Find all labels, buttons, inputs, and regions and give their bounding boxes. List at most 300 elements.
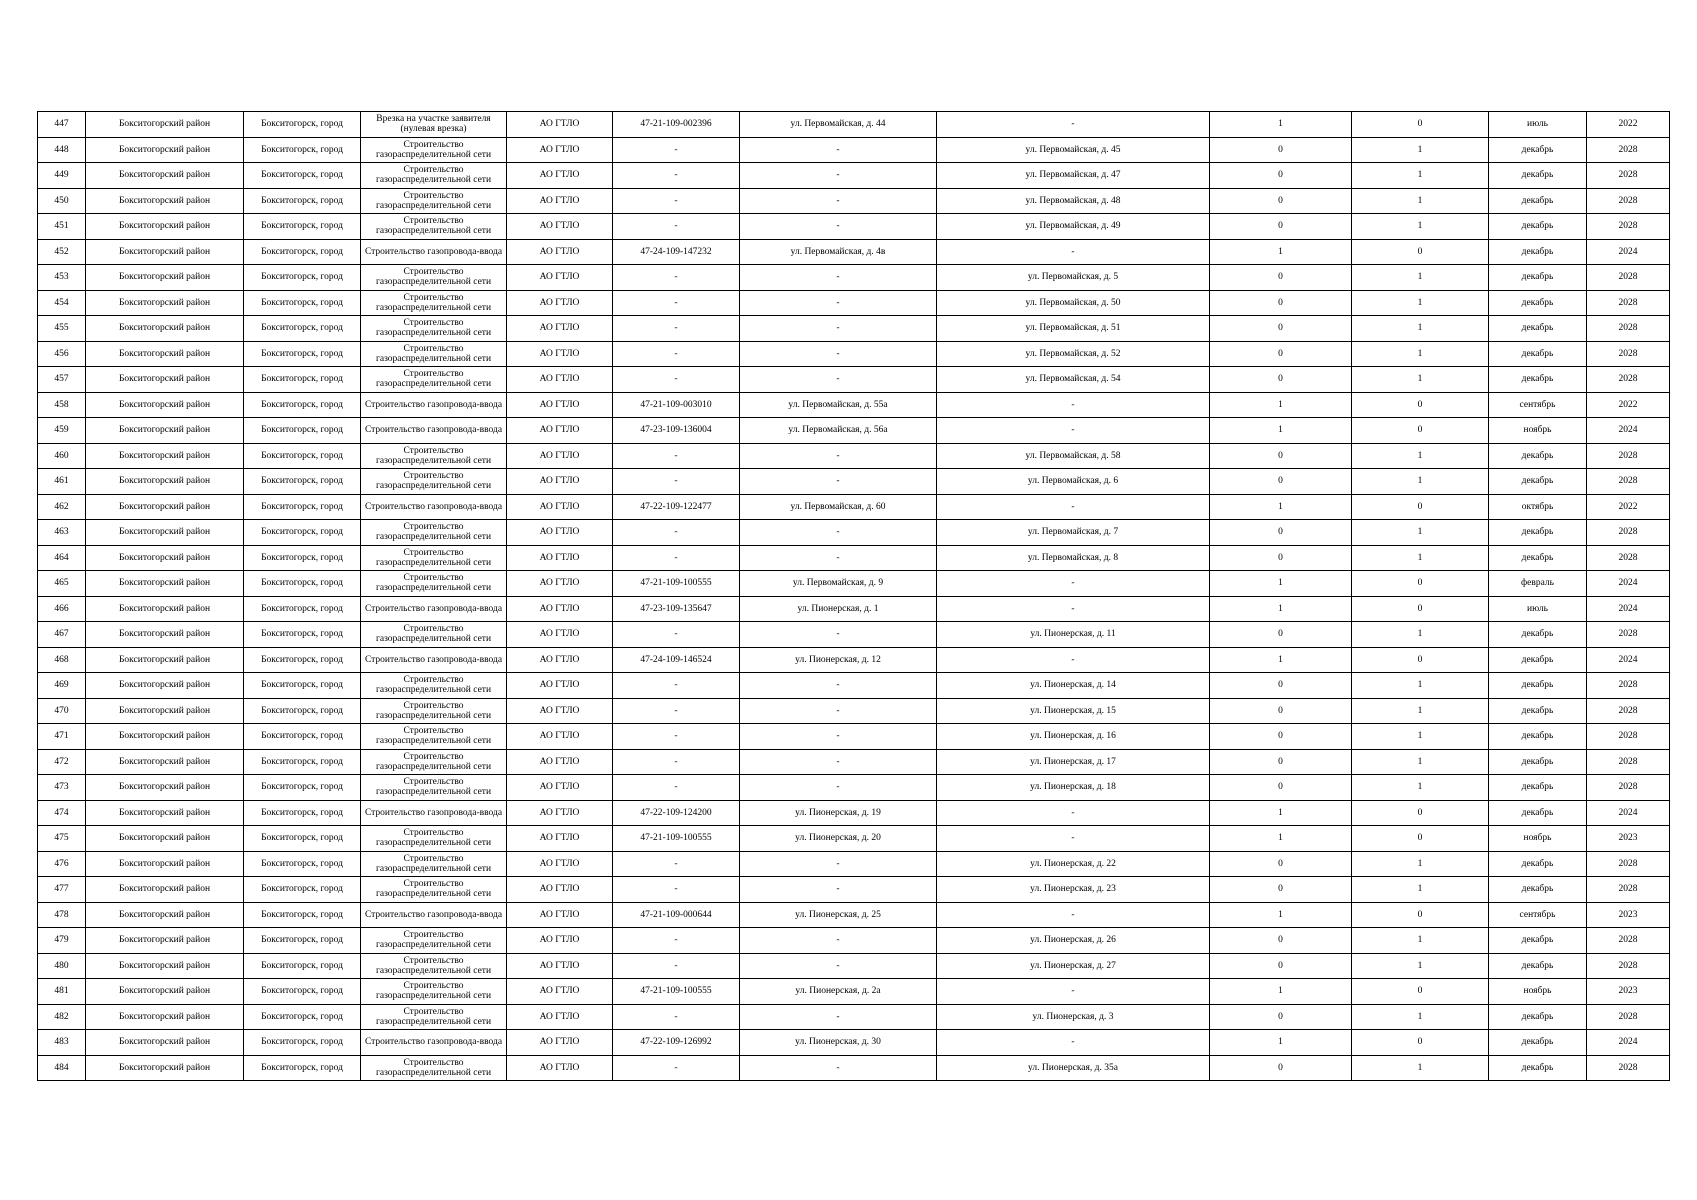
- settlement-cell: Бокситогорск, город: [244, 953, 361, 979]
- district-cell: Бокситогорский район: [86, 163, 244, 189]
- count-planned-cell: 1: [1352, 673, 1489, 699]
- count-planned-cell: 1: [1352, 1055, 1489, 1081]
- work-type-cell: Строительство газораспределительной сети: [361, 826, 507, 852]
- table-row: [38, 571, 1670, 597]
- table-row: [38, 1004, 1670, 1030]
- organization-cell: АО ГТЛО: [507, 673, 613, 699]
- address-existing-cell: -: [740, 775, 937, 801]
- organization-cell: АО ГТЛО: [507, 1030, 613, 1056]
- count-planned-cell: 0: [1352, 596, 1489, 622]
- organization-cell: АО ГТЛО: [507, 698, 613, 724]
- organization-cell: АО ГТЛО: [507, 316, 613, 342]
- table-row: [38, 622, 1670, 648]
- work-type-cell: Строительство газопровода-ввода: [361, 392, 507, 418]
- count-connected-cell: 0: [1210, 851, 1352, 877]
- year-cell: 2024: [1587, 800, 1670, 826]
- settlement-cell: Бокситогорск, город: [244, 775, 361, 801]
- address-existing-cell: ул. Пионерская, д. 20: [740, 826, 937, 852]
- settlement-cell: Бокситогорск, город: [244, 545, 361, 571]
- table-row: [38, 1055, 1670, 1081]
- count-connected-cell: 1: [1210, 571, 1352, 597]
- district-cell: Бокситогорский район: [86, 545, 244, 571]
- district-cell: Бокситогорский район: [86, 698, 244, 724]
- count-planned-cell: 1: [1352, 698, 1489, 724]
- count-planned-cell: 1: [1352, 443, 1489, 469]
- cadastral-number-cell: 47-22-109-122477: [613, 494, 740, 520]
- row-number-cell: 453: [38, 265, 86, 291]
- cadastral-number-cell: 47-22-109-124200: [613, 800, 740, 826]
- month-cell: июль: [1489, 596, 1587, 622]
- address-planned-cell: -: [937, 239, 1210, 265]
- month-cell: декабрь: [1489, 928, 1587, 954]
- settlement-cell: Бокситогорск, город: [244, 112, 361, 138]
- address-planned-cell: ул. Первомайская, д. 52: [937, 341, 1210, 367]
- count-connected-cell: 0: [1210, 443, 1352, 469]
- count-planned-cell: 1: [1352, 520, 1489, 546]
- month-cell: сентябрь: [1489, 902, 1587, 928]
- row-number-cell: 475: [38, 826, 86, 852]
- address-existing-cell: ул. Пионерская, д. 1: [740, 596, 937, 622]
- district-cell: Бокситогорский район: [86, 800, 244, 826]
- district-cell: Бокситогорский район: [86, 647, 244, 673]
- address-existing-cell: ул. Пионерская, д. 12: [740, 647, 937, 673]
- settlement-cell: Бокситогорск, город: [244, 265, 361, 291]
- count-planned-cell: 1: [1352, 367, 1489, 393]
- district-cell: Бокситогорский район: [86, 239, 244, 265]
- cadastral-number-cell: -: [613, 137, 740, 163]
- month-cell: декабрь: [1489, 800, 1587, 826]
- district-cell: Бокситогорский район: [86, 1030, 244, 1056]
- month-cell: июль: [1489, 112, 1587, 138]
- district-cell: Бокситогорский район: [86, 749, 244, 775]
- district-cell: Бокситогорский район: [86, 392, 244, 418]
- address-planned-cell: -: [937, 112, 1210, 138]
- address-existing-cell: -: [740, 851, 937, 877]
- cadastral-number-cell: -: [613, 953, 740, 979]
- count-connected-cell: 1: [1210, 494, 1352, 520]
- district-cell: Бокситогорский район: [86, 214, 244, 240]
- month-cell: декабрь: [1489, 698, 1587, 724]
- month-cell: декабрь: [1489, 188, 1587, 214]
- month-cell: декабрь: [1489, 367, 1587, 393]
- row-number-cell: 471: [38, 724, 86, 750]
- address-existing-cell: -: [740, 214, 937, 240]
- row-number-cell: 479: [38, 928, 86, 954]
- work-type-cell: Строительство газораспределительной сети: [361, 290, 507, 316]
- count-connected-cell: 1: [1210, 979, 1352, 1005]
- organization-cell: АО ГТЛО: [507, 800, 613, 826]
- table-row: [38, 443, 1670, 469]
- work-type-cell: Строительство газораспределительной сети: [361, 188, 507, 214]
- row-number-cell: 454: [38, 290, 86, 316]
- table-row: [38, 979, 1670, 1005]
- year-cell: 2022: [1587, 392, 1670, 418]
- count-planned-cell: 0: [1352, 826, 1489, 852]
- count-connected-cell: 1: [1210, 1030, 1352, 1056]
- district-cell: Бокситогорский район: [86, 469, 244, 495]
- count-planned-cell: 1: [1352, 341, 1489, 367]
- row-number-cell: 483: [38, 1030, 86, 1056]
- year-cell: 2024: [1587, 571, 1670, 597]
- year-cell: 2028: [1587, 265, 1670, 291]
- row-number-cell: 474: [38, 800, 86, 826]
- table-row: [38, 367, 1670, 393]
- organization-cell: АО ГТЛО: [507, 647, 613, 673]
- organization-cell: АО ГТЛО: [507, 775, 613, 801]
- address-existing-cell: -: [740, 163, 937, 189]
- district-cell: Бокситогорский район: [86, 112, 244, 138]
- month-cell: декабрь: [1489, 341, 1587, 367]
- cadastral-number-cell: 47-21-109-003010: [613, 392, 740, 418]
- address-planned-cell: -: [937, 979, 1210, 1005]
- count-planned-cell: 0: [1352, 239, 1489, 265]
- cadastral-number-cell: -: [613, 1055, 740, 1081]
- count-connected-cell: 1: [1210, 418, 1352, 444]
- table-row: [38, 775, 1670, 801]
- organization-cell: АО ГТЛО: [507, 392, 613, 418]
- cadastral-number-cell: 47-23-109-136004: [613, 418, 740, 444]
- row-number-cell: 480: [38, 953, 86, 979]
- settlement-cell: Бокситогорск, город: [244, 800, 361, 826]
- count-connected-cell: 0: [1210, 877, 1352, 903]
- row-number-cell: 465: [38, 571, 86, 597]
- address-existing-cell: -: [740, 622, 937, 648]
- table-row: [38, 112, 1670, 138]
- settlement-cell: Бокситогорск, город: [244, 290, 361, 316]
- year-cell: 2028: [1587, 877, 1670, 903]
- count-connected-cell: 0: [1210, 469, 1352, 495]
- row-number-cell: 455: [38, 316, 86, 342]
- cadastral-number-cell: -: [613, 188, 740, 214]
- row-number-cell: 461: [38, 469, 86, 495]
- district-cell: Бокситогорский район: [86, 443, 244, 469]
- year-cell: 2024: [1587, 596, 1670, 622]
- district-cell: Бокситогорский район: [86, 902, 244, 928]
- year-cell: 2028: [1587, 724, 1670, 750]
- address-planned-cell: -: [937, 647, 1210, 673]
- address-existing-cell: -: [740, 137, 937, 163]
- year-cell: 2028: [1587, 469, 1670, 495]
- count-connected-cell: 1: [1210, 800, 1352, 826]
- count-planned-cell: 1: [1352, 953, 1489, 979]
- cadastral-number-cell: -: [613, 928, 740, 954]
- month-cell: декабрь: [1489, 265, 1587, 291]
- year-cell: 2028: [1587, 214, 1670, 240]
- cadastral-number-cell: -: [613, 545, 740, 571]
- cadastral-number-cell: -: [613, 673, 740, 699]
- settlement-cell: Бокситогорск, город: [244, 418, 361, 444]
- work-type-cell: Строительство газопровода-ввода: [361, 1030, 507, 1056]
- address-planned-cell: ул. Пионерская, д. 22: [937, 851, 1210, 877]
- count-connected-cell: 0: [1210, 188, 1352, 214]
- row-number-cell: 466: [38, 596, 86, 622]
- year-cell: 2023: [1587, 979, 1670, 1005]
- district-cell: Бокситогорский район: [86, 290, 244, 316]
- address-existing-cell: -: [740, 1055, 937, 1081]
- table-row: [38, 953, 1670, 979]
- address-planned-cell: ул. Пионерская, д. 16: [937, 724, 1210, 750]
- year-cell: 2022: [1587, 494, 1670, 520]
- settlement-cell: Бокситогорск, город: [244, 596, 361, 622]
- address-planned-cell: -: [937, 418, 1210, 444]
- district-cell: Бокситогорский район: [86, 188, 244, 214]
- row-number-cell: 469: [38, 673, 86, 699]
- year-cell: 2028: [1587, 443, 1670, 469]
- count-connected-cell: 0: [1210, 698, 1352, 724]
- work-type-cell: Строительство газораспределительной сети: [361, 341, 507, 367]
- year-cell: 2028: [1587, 341, 1670, 367]
- cadastral-number-cell: -: [613, 265, 740, 291]
- table-row: [38, 316, 1670, 342]
- district-cell: Бокситогорский район: [86, 851, 244, 877]
- address-existing-cell: ул. Пионерская, д. 19: [740, 800, 937, 826]
- work-type-cell: Строительство газораспределительной сети: [361, 775, 507, 801]
- district-cell: Бокситогорский район: [86, 775, 244, 801]
- address-planned-cell: -: [937, 800, 1210, 826]
- count-planned-cell: 1: [1352, 749, 1489, 775]
- year-cell: 2028: [1587, 673, 1670, 699]
- settlement-cell: Бокситогорск, город: [244, 724, 361, 750]
- year-cell: 2028: [1587, 290, 1670, 316]
- count-planned-cell: 0: [1352, 392, 1489, 418]
- district-cell: Бокситогорский район: [86, 265, 244, 291]
- district-cell: Бокситогорский район: [86, 316, 244, 342]
- settlement-cell: Бокситогорск, город: [244, 647, 361, 673]
- work-type-cell: Строительство газораспределительной сети: [361, 545, 507, 571]
- month-cell: декабрь: [1489, 775, 1587, 801]
- address-existing-cell: -: [740, 928, 937, 954]
- address-existing-cell: -: [740, 341, 937, 367]
- organization-cell: АО ГТЛО: [507, 749, 613, 775]
- organization-cell: АО ГТЛО: [507, 418, 613, 444]
- count-planned-cell: 1: [1352, 724, 1489, 750]
- month-cell: декабрь: [1489, 163, 1587, 189]
- organization-cell: АО ГТЛО: [507, 596, 613, 622]
- count-planned-cell: 1: [1352, 775, 1489, 801]
- organization-cell: АО ГТЛО: [507, 1004, 613, 1030]
- count-planned-cell: 1: [1352, 188, 1489, 214]
- count-connected-cell: 1: [1210, 647, 1352, 673]
- address-planned-cell: ул. Пионерская, д. 15: [937, 698, 1210, 724]
- organization-cell: АО ГТЛО: [507, 367, 613, 393]
- count-connected-cell: 0: [1210, 367, 1352, 393]
- work-type-cell: Строительство газопровода-ввода: [361, 647, 507, 673]
- address-existing-cell: -: [740, 877, 937, 903]
- month-cell: декабрь: [1489, 1004, 1587, 1030]
- cadastral-number-cell: 47-21-109-002396: [613, 112, 740, 138]
- address-planned-cell: ул. Первомайская, д. 45: [937, 137, 1210, 163]
- month-cell: сентябрь: [1489, 392, 1587, 418]
- address-planned-cell: ул. Пионерская, д. 26: [937, 928, 1210, 954]
- table-row: [38, 749, 1670, 775]
- year-cell: 2028: [1587, 928, 1670, 954]
- settlement-cell: Бокситогорск, город: [244, 571, 361, 597]
- table-row: [38, 163, 1670, 189]
- year-cell: 2028: [1587, 367, 1670, 393]
- year-cell: 2024: [1587, 418, 1670, 444]
- district-cell: Бокситогорский район: [86, 367, 244, 393]
- address-planned-cell: ул. Пионерская, д. 35а: [937, 1055, 1210, 1081]
- year-cell: 2028: [1587, 749, 1670, 775]
- settlement-cell: Бокситогорск, город: [244, 341, 361, 367]
- row-number-cell: 477: [38, 877, 86, 903]
- table-row: [38, 800, 1670, 826]
- cadastral-number-cell: -: [613, 163, 740, 189]
- row-number-cell: 458: [38, 392, 86, 418]
- count-planned-cell: 1: [1352, 214, 1489, 240]
- district-cell: Бокситогорский район: [86, 341, 244, 367]
- count-planned-cell: 1: [1352, 265, 1489, 291]
- cadastral-number-cell: 47-21-109-100555: [613, 571, 740, 597]
- row-number-cell: 481: [38, 979, 86, 1005]
- settlement-cell: Бокситогорск, город: [244, 622, 361, 648]
- address-existing-cell: -: [740, 1004, 937, 1030]
- month-cell: декабрь: [1489, 877, 1587, 903]
- count-planned-cell: 0: [1352, 902, 1489, 928]
- year-cell: 2024: [1587, 239, 1670, 265]
- count-planned-cell: 1: [1352, 851, 1489, 877]
- table-row: [38, 469, 1670, 495]
- work-type-cell: Строительство газораспределительной сети: [361, 1055, 507, 1081]
- address-existing-cell: ул. Первомайская, д. 55а: [740, 392, 937, 418]
- cadastral-number-cell: -: [613, 290, 740, 316]
- year-cell: 2023: [1587, 826, 1670, 852]
- organization-cell: АО ГТЛО: [507, 239, 613, 265]
- work-type-cell: Строительство газораспределительной сети: [361, 316, 507, 342]
- work-type-cell: Строительство газораспределительной сети: [361, 979, 507, 1005]
- year-cell: 2028: [1587, 698, 1670, 724]
- organization-cell: АО ГТЛО: [507, 469, 613, 495]
- count-planned-cell: 1: [1352, 622, 1489, 648]
- address-planned-cell: ул. Первомайская, д. 6: [937, 469, 1210, 495]
- cadastral-number-cell: -: [613, 877, 740, 903]
- district-cell: Бокситогорский район: [86, 979, 244, 1005]
- address-existing-cell: -: [740, 443, 937, 469]
- count-connected-cell: 0: [1210, 520, 1352, 546]
- month-cell: декабрь: [1489, 469, 1587, 495]
- district-cell: Бокситогорский район: [86, 596, 244, 622]
- table-row: [38, 418, 1670, 444]
- cadastral-number-cell: -: [613, 214, 740, 240]
- address-existing-cell: -: [740, 698, 937, 724]
- count-connected-cell: 0: [1210, 1055, 1352, 1081]
- row-number-cell: 463: [38, 520, 86, 546]
- work-type-cell: Строительство газораспределительной сети: [361, 698, 507, 724]
- table-row: [38, 877, 1670, 903]
- year-cell: 2028: [1587, 188, 1670, 214]
- work-type-cell: Строительство газораспределительной сети: [361, 1004, 507, 1030]
- address-planned-cell: ул. Первомайская, д. 58: [937, 443, 1210, 469]
- year-cell: 2028: [1587, 137, 1670, 163]
- organization-cell: АО ГТЛО: [507, 494, 613, 520]
- year-cell: 2028: [1587, 1004, 1670, 1030]
- count-connected-cell: 1: [1210, 826, 1352, 852]
- address-existing-cell: -: [740, 188, 937, 214]
- cadastral-number-cell: 47-21-109-100555: [613, 979, 740, 1005]
- row-number-cell: 447: [38, 112, 86, 138]
- work-type-cell: Строительство газораспределительной сети: [361, 622, 507, 648]
- cadastral-number-cell: 47-22-109-126992: [613, 1030, 740, 1056]
- district-cell: Бокситогорский район: [86, 928, 244, 954]
- row-number-cell: 476: [38, 851, 86, 877]
- cadastral-number-cell: 47-23-109-135647: [613, 596, 740, 622]
- organization-cell: АО ГТЛО: [507, 112, 613, 138]
- count-planned-cell: 1: [1352, 928, 1489, 954]
- settlement-cell: Бокситогорск, город: [244, 392, 361, 418]
- address-existing-cell: ул. Пионерская, д. 2а: [740, 979, 937, 1005]
- settlement-cell: Бокситогорск, город: [244, 826, 361, 852]
- count-connected-cell: 0: [1210, 545, 1352, 571]
- row-number-cell: 457: [38, 367, 86, 393]
- work-type-cell: Строительство газораспределительной сети: [361, 928, 507, 954]
- organization-cell: АО ГТЛО: [507, 826, 613, 852]
- district-cell: Бокситогорский район: [86, 1055, 244, 1081]
- settlement-cell: Бокситогорск, город: [244, 1030, 361, 1056]
- address-planned-cell: ул. Первомайская, д. 54: [937, 367, 1210, 393]
- year-cell: 2028: [1587, 1055, 1670, 1081]
- district-cell: Бокситогорский район: [86, 826, 244, 852]
- cadastral-number-cell: -: [613, 749, 740, 775]
- address-planned-cell: ул. Пионерская, д. 23: [937, 877, 1210, 903]
- address-existing-cell: -: [740, 367, 937, 393]
- address-existing-cell: ул. Первомайская, д. 56а: [740, 418, 937, 444]
- month-cell: декабрь: [1489, 239, 1587, 265]
- year-cell: 2028: [1587, 775, 1670, 801]
- settlement-cell: Бокситогорск, город: [244, 163, 361, 189]
- settlement-cell: Бокситогорск, город: [244, 494, 361, 520]
- cadastral-number-cell: 47-24-109-147232: [613, 239, 740, 265]
- address-planned-cell: -: [937, 902, 1210, 928]
- row-number-cell: 464: [38, 545, 86, 571]
- row-number-cell: 449: [38, 163, 86, 189]
- settlement-cell: Бокситогорск, город: [244, 188, 361, 214]
- address-planned-cell: -: [937, 1030, 1210, 1056]
- count-connected-cell: 0: [1210, 953, 1352, 979]
- count-connected-cell: 0: [1210, 775, 1352, 801]
- month-cell: декабрь: [1489, 1055, 1587, 1081]
- organization-cell: АО ГТЛО: [507, 137, 613, 163]
- address-existing-cell: ул. Первомайская, д. 9: [740, 571, 937, 597]
- cadastral-number-cell: -: [613, 469, 740, 495]
- district-cell: Бокситогорский район: [86, 622, 244, 648]
- count-planned-cell: 1: [1352, 877, 1489, 903]
- work-type-cell: Строительство газораспределительной сети: [361, 137, 507, 163]
- organization-cell: АО ГТЛО: [507, 290, 613, 316]
- organization-cell: АО ГТЛО: [507, 443, 613, 469]
- count-connected-cell: 0: [1210, 673, 1352, 699]
- row-number-cell: 462: [38, 494, 86, 520]
- count-connected-cell: 0: [1210, 341, 1352, 367]
- organization-cell: АО ГТЛО: [507, 341, 613, 367]
- organization-cell: АО ГТЛО: [507, 928, 613, 954]
- row-number-cell: 478: [38, 902, 86, 928]
- row-number-cell: 482: [38, 1004, 86, 1030]
- table-row: [38, 647, 1670, 673]
- row-number-cell: 484: [38, 1055, 86, 1081]
- work-type-cell: Строительство газораспределительной сети: [361, 163, 507, 189]
- address-existing-cell: -: [740, 724, 937, 750]
- count-planned-cell: 0: [1352, 418, 1489, 444]
- work-type-cell: Строительство газораспределительной сети: [361, 724, 507, 750]
- row-number-cell: 467: [38, 622, 86, 648]
- table-row: [38, 902, 1670, 928]
- cadastral-number-cell: -: [613, 341, 740, 367]
- address-planned-cell: -: [937, 596, 1210, 622]
- count-planned-cell: 1: [1352, 1004, 1489, 1030]
- table-row: [38, 392, 1670, 418]
- table-row: [38, 1030, 1670, 1056]
- address-planned-cell: ул. Первомайская, д. 51: [937, 316, 1210, 342]
